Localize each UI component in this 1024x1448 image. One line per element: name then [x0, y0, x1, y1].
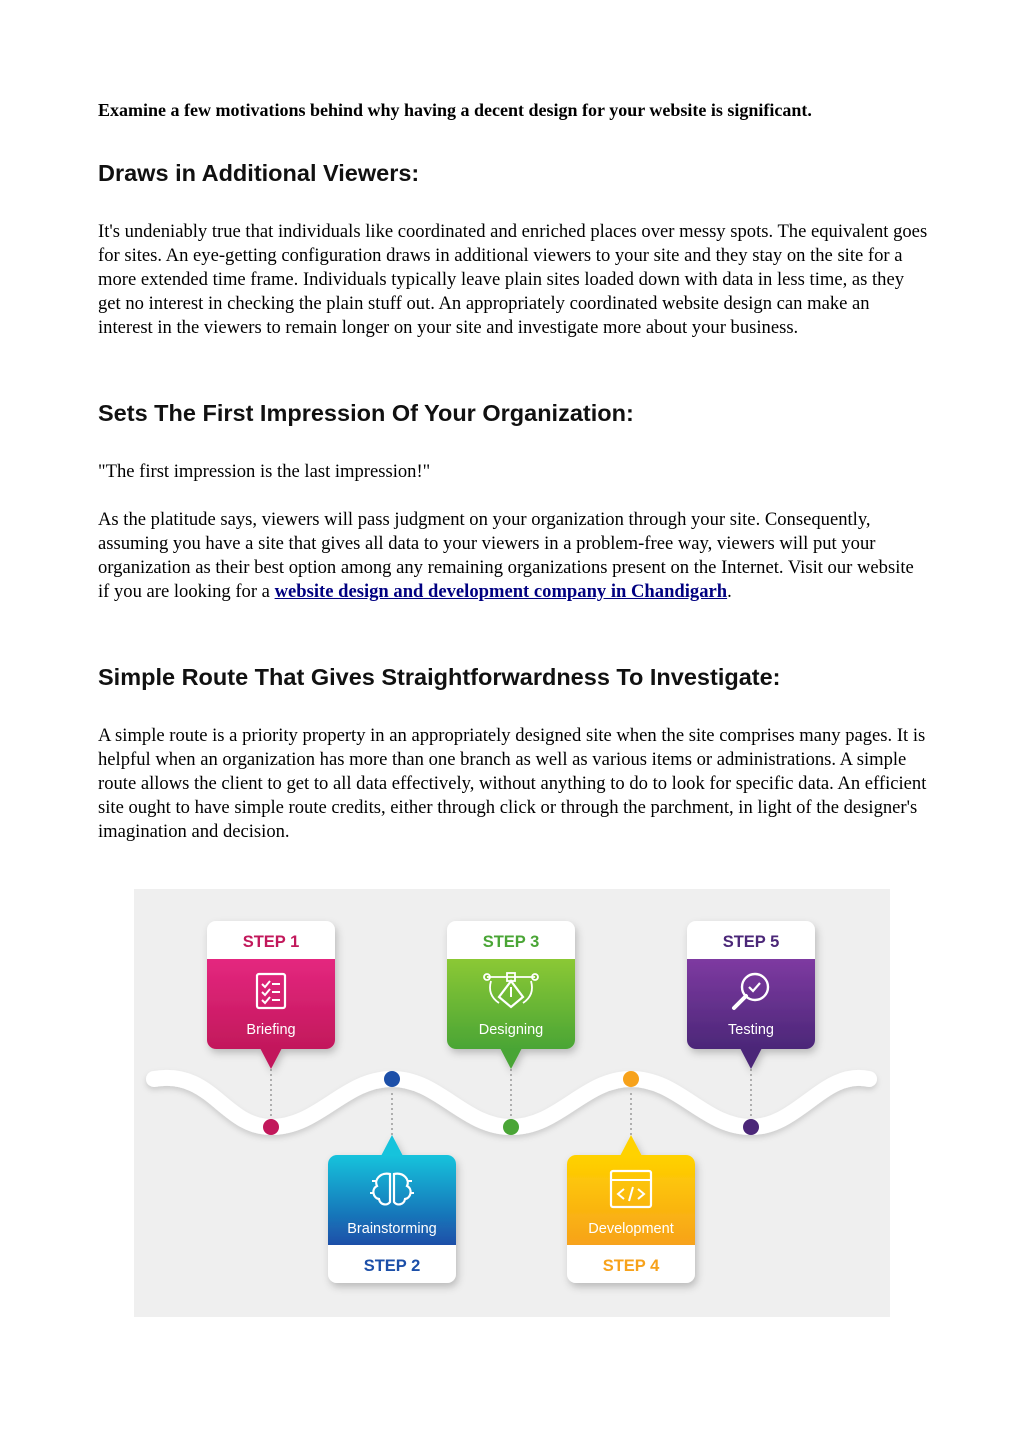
heading-simple-route: Simple Route That Gives Straightforwardness To Investigate: [98, 664, 781, 690]
step-5-label: Testing [728, 1022, 774, 1038]
heading-first-impression: Sets The First Impression Of Your Organization: [98, 400, 634, 426]
step-pointer [500, 1048, 522, 1069]
paragraph-simple-route: A simple route is a priority property in an appropriately designed site when the site comprises many pages. It is helpful when an organization has more than one branch as well as various items or administrations. A simple route allows the client to get to all data effectively, without anything to do to look for specific data. An efficient site ought to have simple route credits, either through click or through the parchment, in light of the designer's imagination and decision. [98, 725, 927, 842]
step-4-number: STEP 4 [602, 1257, 660, 1275]
step-3-dot [503, 1119, 519, 1135]
step-3-number: STEP 3 [482, 933, 540, 951]
paragraph-end: . [727, 580, 732, 602]
quote-first-impression: "The first impression is the last impression!" [98, 461, 431, 482]
step-5-dot [743, 1119, 759, 1135]
step-pointer [381, 1135, 403, 1156]
step-2-label: Brainstorming [347, 1221, 437, 1237]
step-1-dot [263, 1119, 279, 1135]
step-pointer [260, 1048, 282, 1069]
step-1-number: STEP 1 [242, 933, 300, 951]
step-pointer [740, 1048, 762, 1069]
paragraph-text: As the platitude says, viewers will pass judgment on your organization through your site. Consequently, assuming you have a site that gives all data to your viewers in a problem-free way, viewers will put your organization as their best option among any remaining organizations present on the Internet. Visit our website if you are looking for a [98, 509, 914, 602]
heading-draws-viewers: Draws in Additional Viewers: [98, 160, 420, 186]
company-link[interactable]: website design and development company in Chandigarh [274, 580, 728, 602]
process-infographic [134, 889, 890, 1317]
step-2-number: STEP 2 [363, 1257, 421, 1275]
step-3-card [447, 921, 575, 1135]
paragraph-first-impression [98, 508, 928, 604]
step-pointer [620, 1135, 642, 1156]
step-1-label: Briefing [246, 1022, 296, 1038]
step-3-label: Designing [478, 1022, 544, 1038]
intro-text: Examine a few motivations behind why having a decent design for your website is significant. [98, 100, 812, 120]
paragraph-draws-viewers: It's undeniably true that individuals like coordinated and enriched places over messy spots. The equivalent goes for sites. An eye-getting configuration draws in additional viewers to your site and they stay on the site for a more extended time frame. Individuals typically leave plain sites loaded down with data in less time, as they get no interest in checking the plain stuff out. An appropriately coordinated website design can make an interest in the viewers to remain longer on your site and investigate more about your business. [98, 221, 928, 338]
step-4-dot [623, 1071, 639, 1087]
step-2-dot [384, 1071, 400, 1087]
step-4-label: Development [588, 1221, 674, 1237]
step-5-number: STEP 5 [722, 933, 780, 951]
